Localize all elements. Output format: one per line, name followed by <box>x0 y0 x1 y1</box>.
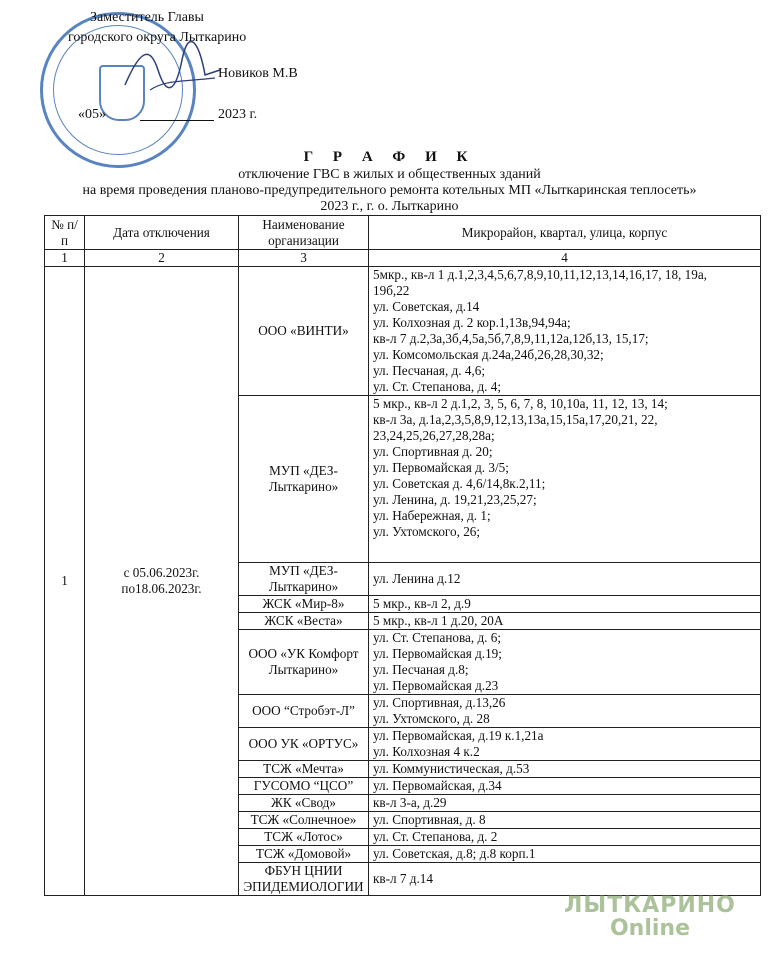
approval-date-year: 2023 г. <box>218 107 258 122</box>
address-line: ул. Спортивная, д. 8 <box>373 812 486 827</box>
address-cell <box>369 812 761 829</box>
address-line: ул. Первомайская д.23 <box>373 678 499 693</box>
address-line: 5 мкр., кв-л 2 д.1,2, 3, 5, 6, 7, 8, 10,10а, 11, 12, 13, 14; <box>373 396 668 411</box>
header-organization: Наименование организации <box>239 216 369 250</box>
site-watermark <box>550 893 750 940</box>
address-cell <box>369 761 761 778</box>
organization-name: ООО “Стробэт-Л” <box>239 695 369 728</box>
address-cell <box>369 613 761 630</box>
col-num: 1 <box>45 250 85 267</box>
address-line: 5 мкр., кв-л 2, д.9 <box>373 596 471 611</box>
handwritten-signature <box>120 40 230 100</box>
address-line: ул. Советская, д.8; д.8 корп.1 <box>373 846 536 861</box>
organization-name: ЖК «Свод» <box>239 795 369 812</box>
organization-name: ЖСК «Мир-8» <box>239 596 369 613</box>
address-line: ул. Коммунистическая, д.53 <box>373 761 530 776</box>
date-underline <box>140 120 214 121</box>
organization-name: ЖСК «Веста» <box>239 613 369 630</box>
address-line: ул. Советская д. 4,6/14,8к.2,11; <box>373 476 546 491</box>
address-line: ул. Ленина д.12 <box>373 571 461 586</box>
address-cell <box>369 829 761 846</box>
address-cell <box>369 695 761 728</box>
col-num: 3 <box>239 250 369 267</box>
organization-name: ООО УК «ОРТУС» <box>239 728 369 761</box>
address-cell <box>369 596 761 613</box>
address-line: ул. Ст. Степанова, д. 6; <box>373 630 502 645</box>
address-cell <box>369 267 761 396</box>
shutdown-period: с 05.06.2023г. по18.06.2023г. <box>85 267 239 896</box>
column-numbers-row <box>45 250 761 267</box>
address-line: кв-л 7 д.2,3а,3б,4,5а,5б,7,8,9,11,12а,12б,13, 15,17; <box>373 331 649 346</box>
address-line: ул. Ленина, д. 19,21,23,25,27; <box>373 492 537 507</box>
address-line: ул. Набережная, д. 1; <box>373 508 491 523</box>
signer-name: Новиков М.В <box>218 66 298 81</box>
organization-name: ООО «УК Комфорт Лыткарино» <box>239 630 369 695</box>
address-cell <box>369 778 761 795</box>
row-number: 1 <box>45 267 85 896</box>
document-title: Г Р А Ф И К <box>303 149 476 165</box>
address-line: кв-л 3а, д.1а,2,3,5,8,9,12,13,13а,15,15а,17,20,21, 22, <box>373 412 658 427</box>
schedule-table <box>44 215 761 896</box>
watermark-line1: ЛЫТКАРИНО <box>564 893 736 918</box>
address-line: ул. Колхозная 4 к.2 <box>373 744 480 759</box>
address-cell <box>369 630 761 695</box>
subtitle-line2: на время проведения планово-предупредительного ремонта котельных МП «Лыткаринская теплосеть» <box>82 183 697 198</box>
approval-block <box>68 8 246 48</box>
address-line: ул. Первомайская, д.19 к.1,21а <box>373 728 544 743</box>
organization-name: ООО «ВИНТИ» <box>239 267 369 396</box>
table-header-row <box>45 216 761 250</box>
header-address: Микрорайон, квартал, улица, корпус <box>369 216 761 250</box>
organization-name: ТСЖ «Солнечное» <box>239 812 369 829</box>
approval-date-day: «05» <box>78 107 106 122</box>
address-line: 5 мкр., кв-л 1 д.20, 20А <box>373 613 504 628</box>
address-line: ул. Первомайская д.19; <box>373 646 502 661</box>
address-line: ул. Ухтомского, д. 28 <box>373 711 490 726</box>
address-cell <box>369 846 761 863</box>
organization-name: ТСЖ «Домовой» <box>239 846 369 863</box>
address-line: кв-л 7 д.14 <box>373 871 433 886</box>
address-line: 23,24,25,26,27,28,28а; <box>373 428 495 443</box>
address-cell <box>369 396 761 563</box>
approval-position-line2: городского округа Лыткарино <box>68 30 247 45</box>
table-row <box>45 267 761 396</box>
address-cell <box>369 795 761 812</box>
address-cell <box>369 863 761 896</box>
header-date: Дата отключения <box>85 216 239 250</box>
organization-name: ФБУН ЦНИИ ЭПИДЕМИОЛОГИИ <box>239 863 369 896</box>
address-line: ул. Спортивная д. 20; <box>373 444 493 459</box>
address-cell <box>369 728 761 761</box>
approval-position-line1: Заместитель Главы <box>90 10 204 25</box>
address-line: ул. Ст. Степанова, д. 4; <box>373 379 502 394</box>
organization-name: ТСЖ «Лотос» <box>239 829 369 846</box>
address-line: 5мкр., кв-л 1 д.1,2,3,4,5,6,7,8,9,10,11,12,13,14,16,17, 18, 19а, <box>373 267 707 282</box>
address-line: ул. Песчаная, д. 4,6; <box>373 363 485 378</box>
address-line: ул. Колхозная д. 2 кор.1,13в,94,94а; <box>373 315 571 330</box>
subtitle-line3: 2023 г., г. о. Лыткарино <box>320 199 459 214</box>
col-num: 2 <box>85 250 239 267</box>
col-num: 4 <box>369 250 761 267</box>
address-line: ул. Спортивная, д.13,26 <box>373 695 506 710</box>
organization-name: ТСЖ «Мечта» <box>239 761 369 778</box>
address-line: 19б,22 <box>373 283 410 298</box>
watermark-line2: Online <box>609 916 691 941</box>
address-line: ул. Советская, д.14 <box>373 299 480 314</box>
organization-name: ГУСОМО “ЦСО” <box>239 778 369 795</box>
header-number: № п/п <box>45 216 85 250</box>
document-header <box>0 148 779 215</box>
address-line: ул. Песчаная д.8; <box>373 662 469 677</box>
address-line: ул. Ухтомского, 26; <box>373 524 481 539</box>
address-line: кв-л 3-а, д.29 <box>373 795 447 810</box>
address-line: ул. Комсомольская д.24а,24б,26,28,30,32; <box>373 347 604 362</box>
address-line: ул. Первомайская д. 3/5; <box>373 460 509 475</box>
address-cell <box>369 563 761 596</box>
organization-name: МУП «ДЕЗ-Лыткарино» <box>239 396 369 563</box>
address-line: ул. Первомайская, д.34 <box>373 778 502 793</box>
subtitle-line1: отключение ГВС в жилых и общественных зданий <box>238 167 541 182</box>
organization-name: МУП «ДЕЗ-Лыткарино» <box>239 563 369 596</box>
address-line: ул. Ст. Степанова, д. 2 <box>373 829 498 844</box>
